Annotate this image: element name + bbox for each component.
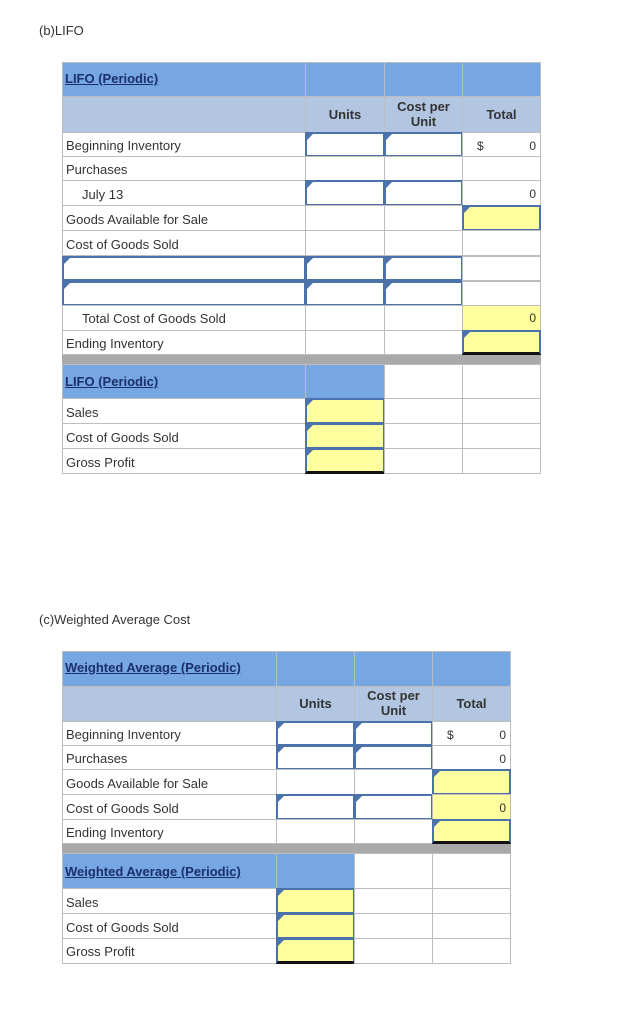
lifo-total-cogs-value: 0 — [529, 311, 536, 325]
lifo-cogs-cost-cell — [384, 230, 463, 256]
lifo-purchases-label: Purchases — [66, 162, 128, 177]
lifo-purchases-cost-cell — [384, 156, 463, 181]
wac-cost-header: Cost per Unit — [367, 688, 420, 718]
lifo-cogs-layer2-units-input[interactable] — [305, 281, 385, 306]
wac-beginning-cost-input[interactable] — [354, 721, 433, 746]
lifo-cogs-layer1-total-cell — [462, 256, 541, 281]
lifo-gp-header-total-cell — [462, 364, 541, 399]
lifo-purchases-total-cell — [462, 156, 541, 181]
wac-available-total-input[interactable] — [432, 769, 511, 795]
wac-available-units-cell — [276, 769, 355, 795]
wac-gp-header-total-cell — [432, 853, 511, 889]
wac-header-total-cell — [432, 651, 511, 687]
wac-gp-header-cost-cell — [354, 853, 433, 889]
lifo-available-cost-cell — [384, 205, 463, 231]
lifo-subheader-cell — [62, 96, 306, 133]
lifo-available-total-input[interactable] — [462, 205, 541, 231]
lifo-gp-header-cost-cell — [384, 364, 463, 399]
wac-header-cost-cell — [354, 651, 433, 687]
lifo-header-total-cell — [462, 62, 541, 97]
wac-gp-cogs-total-cell — [432, 913, 511, 939]
lifo-gross-input[interactable] — [305, 448, 385, 474]
lifo-cogs-layer1-label-input[interactable] — [62, 256, 306, 281]
lifo-total-header: Total — [486, 107, 517, 122]
wac-header-units-cell — [276, 651, 355, 687]
lifo-header-units-cell — [305, 62, 385, 97]
wac-ending-cost-cell — [354, 819, 433, 844]
lifo-available-units-cell — [305, 205, 385, 231]
wac-sales-label: Sales — [66, 895, 99, 910]
wac-available-label: Goods Available for Sale — [66, 776, 209, 791]
lifo-sales-total-cell — [462, 398, 541, 424]
lifo-header-link[interactable]: LIFO (Periodic) — [65, 71, 159, 86]
wac-gross-input[interactable] — [276, 938, 355, 964]
lifo-sales-cost-cell — [384, 398, 463, 424]
lifo-gross-label: Gross Profit — [66, 455, 135, 470]
lifo-cogs-units-cell — [305, 230, 385, 256]
wac-ending-label: Ending Inventory — [66, 825, 164, 840]
wac-ending-units-cell — [276, 819, 355, 844]
lifo-july13-label: July 13 — [82, 187, 124, 202]
lifo-cogs-layer1-units-input[interactable] — [305, 256, 385, 281]
wac-purchases-label: Purchases — [66, 751, 128, 766]
wac-purchases-total: 0 — [499, 752, 506, 766]
lifo-ending-cost-cell — [384, 330, 463, 355]
wac-cogs-units-input[interactable] — [276, 794, 355, 820]
lifo-cogs-layer2-label-input[interactable] — [62, 281, 306, 306]
lifo-july13-total: 0 — [529, 187, 536, 201]
wac-sales-input[interactable] — [276, 888, 355, 914]
wac-beginning-label: Beginning Inventory — [66, 727, 181, 742]
lifo-beginning-total: 0 — [529, 139, 536, 153]
lifo-gp-cogs-cost-cell — [384, 423, 463, 449]
wac-beginning-dollar: $ — [447, 728, 454, 742]
wac-subheader-cell — [62, 686, 277, 722]
lifo-gp-cogs-input[interactable] — [305, 423, 385, 449]
lifo-ending-label: Ending Inventory — [66, 336, 164, 351]
lifo-available-label: Goods Available for Sale — [66, 212, 209, 227]
wac-gp-cogs-label: Cost of Goods Sold — [66, 920, 179, 935]
lifo-total-cogs-label: Total Cost of Goods Sold — [82, 311, 226, 326]
lifo-gross-total-cell — [462, 448, 541, 474]
lifo-cogs-layer1-cost-input[interactable] — [384, 256, 463, 281]
wac-purchases-units-input[interactable] — [276, 745, 355, 770]
wac-cogs-cost-input[interactable] — [354, 794, 433, 820]
lifo-beginning-units-input[interactable] — [305, 132, 385, 157]
lifo-separator — [62, 355, 541, 364]
wac-header-link[interactable]: Weighted Average (Periodic) — [65, 660, 241, 675]
lifo-cost-header: Cost per Unit — [397, 99, 450, 129]
wac-gp-header-link[interactable]: Weighted Average (Periodic) — [65, 864, 241, 879]
lifo-header-cost-cell — [384, 62, 463, 97]
wac-beginning-total: 0 — [499, 728, 506, 742]
lifo-total-cogs-units-cell — [305, 305, 385, 331]
wac-gross-label: Gross Profit — [66, 944, 135, 959]
wac-gross-cost-cell — [354, 938, 433, 964]
lifo-ending-units-cell — [305, 330, 385, 355]
lifo-total-cogs-cost-cell — [384, 305, 463, 331]
lifo-july13-cost-input[interactable] — [384, 180, 463, 206]
wac-available-cost-cell — [354, 769, 433, 795]
wac-units-header: Units — [299, 696, 332, 711]
wac-cogs-total: 0 — [499, 801, 506, 815]
lifo-gp-header-units-cell — [305, 364, 385, 399]
wac-ending-total-input[interactable] — [432, 819, 511, 844]
wac-gp-cogs-input[interactable] — [276, 913, 355, 939]
lifo-july13-units-input[interactable] — [305, 180, 385, 206]
wac-gp-header-units-cell — [276, 853, 355, 889]
lifo-cogs-total-cell — [462, 230, 541, 256]
lifo-purchases-units-cell — [305, 156, 385, 181]
wac-section-title: (c)Weighted Average Cost — [39, 612, 191, 627]
lifo-sales-label: Sales — [66, 405, 99, 420]
wac-cogs-label: Cost of Goods Sold — [66, 801, 179, 816]
lifo-beginning-label: Beginning Inventory — [66, 138, 181, 153]
lifo-cogs-layer2-total-cell — [462, 281, 541, 306]
wac-separator — [62, 844, 511, 853]
wac-gross-total-cell — [432, 938, 511, 964]
lifo-gp-cogs-label: Cost of Goods Sold — [66, 430, 179, 445]
lifo-ending-total-input[interactable] — [462, 330, 541, 355]
wac-sales-cost-cell — [354, 888, 433, 914]
lifo-beginning-dollar: $ — [477, 139, 484, 153]
lifo-sales-input[interactable] — [305, 398, 385, 424]
wac-sales-total-cell — [432, 888, 511, 914]
lifo-gp-header-link[interactable]: LIFO (Periodic) — [65, 374, 159, 389]
wac-total-header: Total — [456, 696, 487, 711]
wac-purchases-cost-input[interactable] — [354, 745, 433, 770]
lifo-gp-cogs-total-cell — [462, 423, 541, 449]
lifo-cogs-layer2-cost-input[interactable] — [384, 281, 463, 306]
lifo-cogs-label: Cost of Goods Sold — [66, 237, 179, 252]
lifo-beginning-cost-input[interactable] — [384, 132, 463, 157]
lifo-section-title: (b)LIFO — [39, 23, 84, 38]
lifo-gross-cost-cell — [384, 448, 463, 474]
wac-gp-cogs-cost-cell — [354, 913, 433, 939]
lifo-units-header: Units — [328, 107, 362, 122]
wac-beginning-units-input[interactable] — [276, 721, 355, 746]
